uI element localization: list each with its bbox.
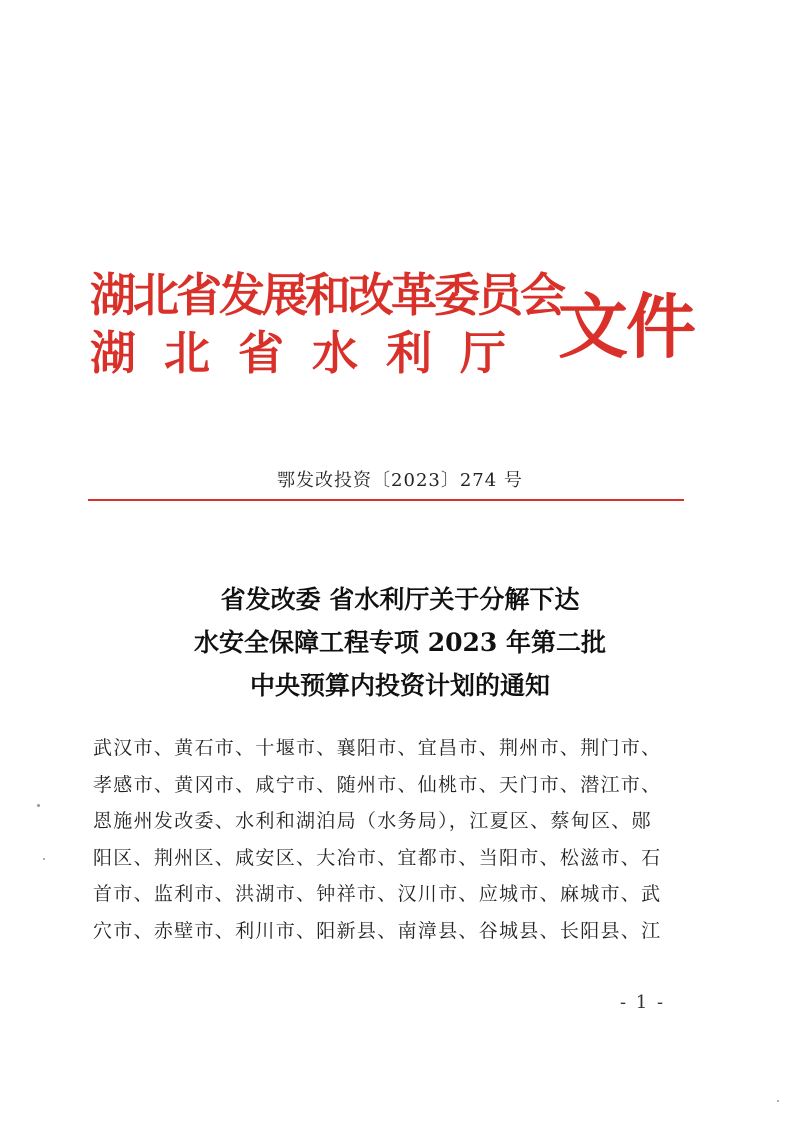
recipient-line: 孝感市、黄冈市、咸宁市、随州市、仙桃市、天门市、潜江市、 — [93, 773, 662, 796]
recipient-line: 首市、监利市、洪湖市、钟祥市、汉川市、应城市、麻城市、武 — [93, 883, 662, 905]
title-line: 水安全保障工程专项 2023 年第二批 — [194, 628, 606, 657]
recipient-line: 武汉市、黄石市、十堰市、襄阳市、宜昌市、荆州市、荆门市、 — [93, 737, 662, 759]
scan-speck — [43, 858, 45, 860]
issuing-org-1: 湖北省发展和改革委员会 — [90, 268, 563, 322]
issuing-org-2: 湖北省水利厅 — [90, 326, 534, 380]
recipient-list — [93, 730, 693, 949]
scan-speck — [37, 804, 40, 807]
recipient-line: 恩施州发改委、水利和湖泊局（水务局），江夏区、蔡甸区、郧 — [93, 810, 652, 832]
document-number: 鄂发改投资〔2023〕274 号 — [277, 470, 523, 491]
page-number: - 1 - — [620, 992, 666, 1013]
document-title — [0, 578, 800, 707]
recipient-line: 阳区、荆州区、咸安区、大冶市、宜都市、当阳市、松滋市、石 — [93, 846, 662, 869]
recipient-line: 穴市、赤壁市、利川市、阳新县、南漳县、谷城县、长阳县、江 — [93, 919, 662, 942]
document-header — [88, 262, 708, 402]
document-type-label: 文件 — [558, 286, 694, 368]
header-divider — [88, 499, 684, 501]
title-line: 省发改委 省水利厅关于分解下达 — [220, 585, 580, 614]
scan-speck — [777, 1100, 779, 1102]
title-line: 中央预算内投资计划的通知 — [249, 671, 550, 700]
